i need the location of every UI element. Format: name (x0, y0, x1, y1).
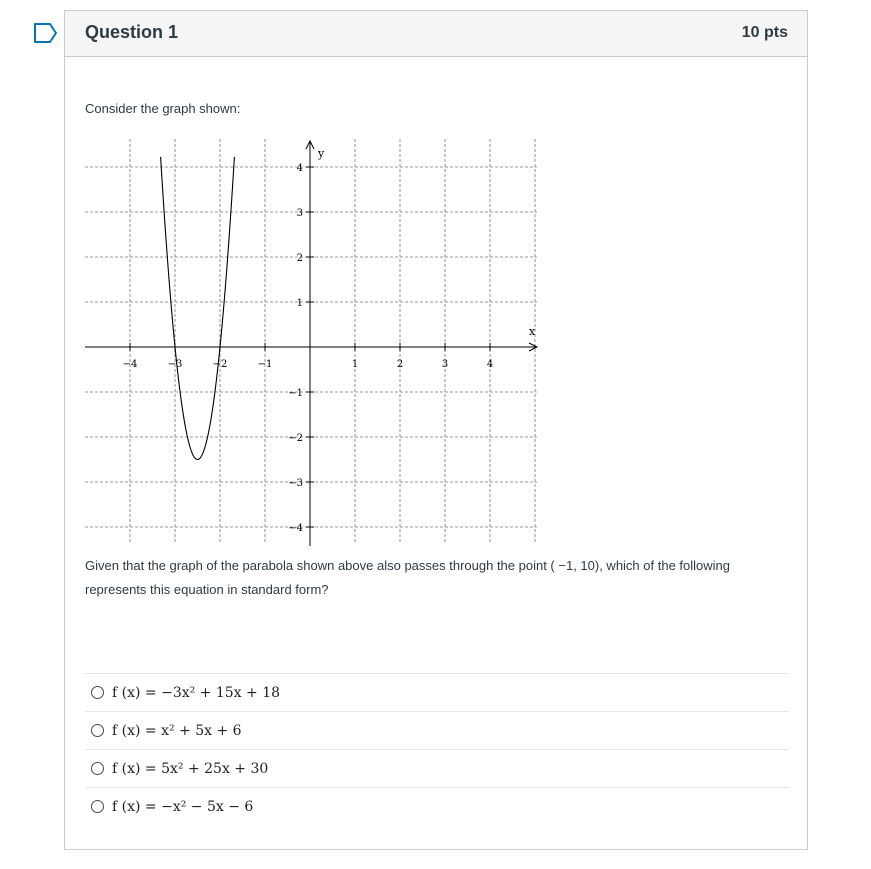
y-tick-label: 4 (296, 163, 303, 174)
answer-label: f (x) = −3x² + 15x + 18 (112, 684, 281, 701)
answer-option[interactable] (85, 787, 789, 825)
y-axis-label: y (318, 147, 325, 160)
parabola-curve (161, 157, 235, 460)
question-header (65, 11, 807, 57)
parabola-graph (85, 131, 545, 546)
question-prompt: Given that the graph of the parabola shown above also passes through the point ( −1, 10), which of the following represents this equation in standard form? (85, 558, 730, 597)
answer-list (85, 673, 789, 825)
question-intro: Consider the graph shown: (85, 101, 241, 116)
radio-button[interactable] (91, 762, 104, 775)
radio-button[interactable] (91, 800, 104, 813)
bookmark-flag-icon[interactable] (33, 22, 59, 44)
y-tick-label: −4 (288, 523, 303, 534)
answer-option[interactable] (85, 711, 789, 749)
radio-button[interactable] (91, 724, 104, 737)
x-tick-label: 1 (351, 359, 359, 370)
answer-option[interactable] (85, 749, 789, 787)
graph-axes (85, 141, 537, 546)
x-axis-label: x (529, 325, 536, 338)
x-tick-label: −3 (167, 359, 183, 370)
x-tick-label: −1 (257, 359, 273, 370)
question-card (64, 10, 808, 850)
y-tick-label: −1 (288, 388, 303, 399)
answer-label: f (x) = x² + 5x + 6 (112, 722, 242, 739)
x-tick-label: 3 (441, 359, 449, 370)
y-tick-label: 2 (296, 253, 303, 264)
answer-option[interactable] (85, 673, 789, 711)
y-tick-label: 1 (296, 298, 303, 309)
answer-label: f (x) = 5x² + 25x + 30 (112, 760, 269, 777)
question-title: Question 1 (85, 22, 179, 42)
x-tick-label: 4 (486, 359, 494, 370)
answer-label: f (x) = −x² − 5x − 6 (112, 798, 254, 815)
radio-button[interactable] (91, 686, 104, 699)
question-points: 10 pts (741, 24, 788, 41)
y-tick-label: −3 (288, 478, 303, 489)
x-tick-label: −2 (212, 359, 228, 370)
y-tick-label: 3 (296, 208, 303, 219)
x-tick-label: 2 (396, 359, 404, 370)
graph-tick-labels (123, 163, 494, 534)
y-tick-label: −2 (288, 433, 303, 444)
x-tick-label: −4 (122, 359, 138, 370)
